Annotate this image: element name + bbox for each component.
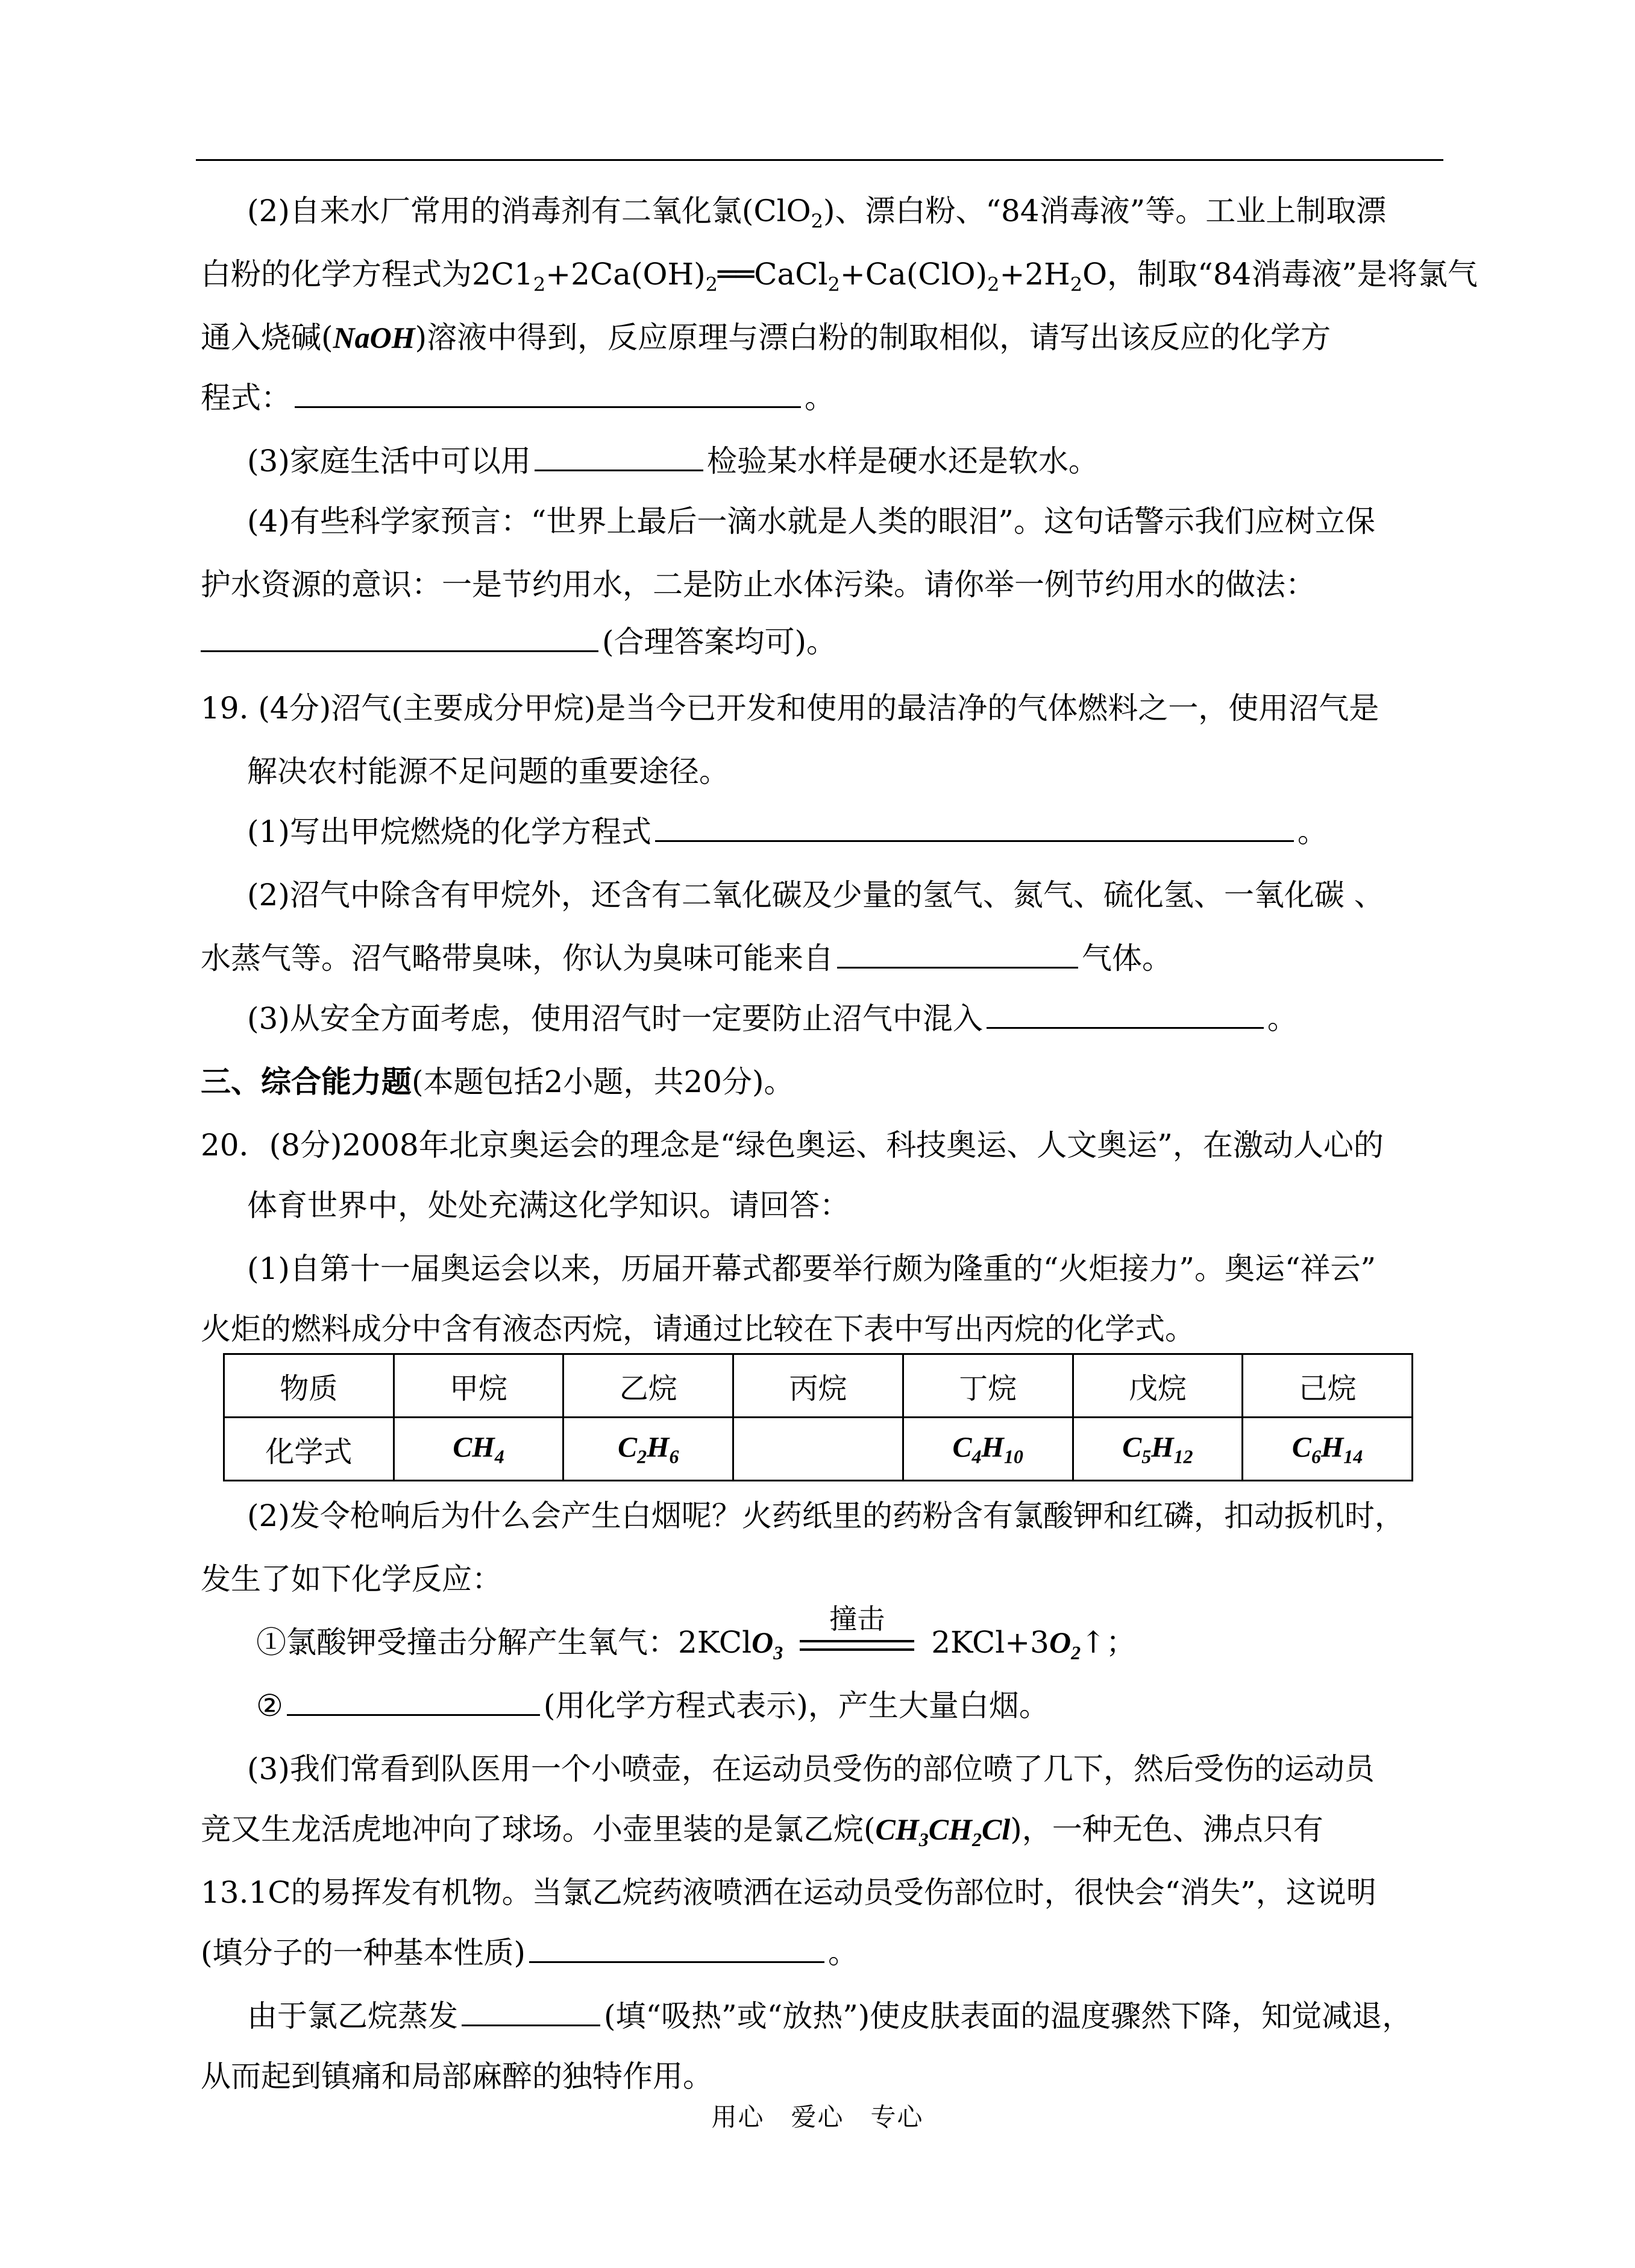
- text-line: (2)自来水厂常用的消毒剂有二氧化氯(ClO$_2$)、漂白粉、“84消毒液”等。工业上制取漂: [247, 193, 1387, 233]
- text-line: 从而起到镇痛和局部麻醉的独特作用。: [201, 2059, 713, 2094]
- text-line: (填分子的一种基本性质) 。: [201, 1932, 858, 1974]
- formula-cell: $C_2H_6$: [563, 1418, 733, 1481]
- table-cell: 乙烷: [563, 1354, 733, 1418]
- formula-cell: $C_4H_{10}$: [903, 1418, 1073, 1481]
- text-line: (1)自第十一届奥运会以来，历届开幕式都要举行颇为隆重的“火炬接力”。奥运“祥云”: [247, 1251, 1376, 1286]
- answer-blank[interactable]: [462, 1997, 600, 2026]
- answer-blank[interactable]: [201, 623, 598, 652]
- text-line: 通入烧碱(NaOH)溶液中得到，反应原理与漂白粉的制取相似，请写出该反应的化学方: [201, 320, 1331, 355]
- text-line: 火炬的燃料成分中含有液态丙烷，请通过比较在下表中写出丙烷的化学式。: [201, 1311, 1195, 1346]
- text-line: 由于氯乙烷蒸发 (填“吸热”或“放热”)使皮肤表面的温度骤然下降，知觉减退，: [247, 1995, 1412, 2037]
- formula-cell: $C_5H_{12}$: [1073, 1418, 1243, 1481]
- answer-blank[interactable]: [535, 442, 703, 471]
- text-line: 水蒸气等。沼气略带臭味，你认为臭味可能来自 气体。: [201, 937, 1172, 979]
- table-cell: 甲烷: [394, 1354, 563, 1418]
- formula-cell-blank[interactable]: [733, 1418, 903, 1481]
- formula-cell: $CH_4$: [394, 1418, 563, 1481]
- text-line: 竞又生龙活虎地冲向了球场。小壶里装的是氯乙烷$(CH_3CH_2Cl)$，一种无色、沸点只有: [201, 1812, 1323, 1850]
- table-header-row: [224, 1354, 1413, 1418]
- reaction-2: ② (用化学方程式表示)，产生大量白烟。: [256, 1685, 1049, 1727]
- page-footer: 用心 爱心 专心: [711, 2102, 924, 2132]
- answer-blank[interactable]: [529, 1933, 824, 1963]
- alkane-table: [223, 1353, 1413, 1481]
- question-20: 20．(8分)2008年北京奥运会的理念是“绿色奥运、科技奥运、人文奥运”，在激动人心的: [201, 1128, 1384, 1163]
- table-row: [224, 1418, 1413, 1481]
- reaction-arrow: 撞击: [794, 1627, 920, 1663]
- table-cell: 戊烷: [1073, 1354, 1243, 1418]
- text-line: 解决农村能源不足问题的重要途径。: [247, 754, 729, 789]
- text-line: 13.1C的易挥发有机物。当氯乙烷药液喷洒在运动员受伤部位时，很快会“消失”，这说明: [201, 1875, 1376, 1910]
- text-line: (3)家庭生活中可以用 检验某水样是硬水还是软水。: [247, 440, 1099, 482]
- text-line: 程式： 。: [201, 377, 835, 419]
- answer-blank[interactable]: [655, 812, 1294, 842]
- text-line: (合理答案均可)。: [201, 621, 836, 663]
- table-cell: 丁烷: [903, 1354, 1073, 1418]
- text-line: 发生了如下化学反应：: [201, 1562, 502, 1597]
- text-line: 体育世界中，处处充满这化学知识。请回答：: [247, 1188, 850, 1223]
- answer-blank[interactable]: [837, 939, 1078, 969]
- text-line: (3)从安全方面考虑，使用沼气时一定要防止沼气中混入 。: [247, 997, 1298, 1040]
- formula-cell: $C_6H_{14}$: [1243, 1418, 1413, 1481]
- reaction-1: ①氯酸钾受撞击分解产生氧气：2KClO$_3$ 撞击 $2KCl+3O_2↑$；: [256, 1603, 1136, 1663]
- answer-blank[interactable]: [295, 379, 801, 408]
- text-line: (3)我们常看到队医用一个小喷壶，在运动员受伤的部位喷了几下，然后受伤的运动员: [247, 1751, 1375, 1786]
- text-line: (2)发令枪响后为什么会产生白烟呢？火药纸里的药粉含有氯酸钾和红磷，扣动扳机时，: [247, 1498, 1405, 1533]
- table-cell: 物质: [224, 1354, 394, 1418]
- section-heading: 三、综合能力题(本题包括2小题，共20分)。: [201, 1064, 794, 1099]
- text-line: 白粉的化学方程式为$2C1_2+2Ca(OH)_2══CaCl_2+Ca(ClO)_2+2H_2O$，制取“84消毒液”是将氯气: [201, 257, 1478, 296]
- answer-blank[interactable]: [287, 1686, 540, 1716]
- answer-blank[interactable]: [987, 999, 1264, 1029]
- text-line: (1)写出甲烷燃烧的化学方程式 。: [247, 811, 1328, 853]
- table-cell: 化学式: [224, 1418, 394, 1481]
- table-cell: 己烷: [1243, 1354, 1413, 1418]
- text-line: (4)有些科学家预言：“世界上最后一滴水就是人类的眼泪”。这句话警示我们应树立保: [247, 504, 1375, 539]
- header-rule: [196, 159, 1443, 161]
- text-line: (2)沼气中除含有甲烷外，还含有二氧化碳及少量的氢气、氮气、硫化氢、一氧化碳 、: [247, 878, 1384, 913]
- text-line: 护水资源的意识：一是节约用水，二是防止水体污染。请你举一例节约用水的做法：: [201, 567, 1316, 602]
- question-19: 19. (4分)沼气(主要成分甲烷)是当今已开发和使用的最洁净的气体燃料之一，使用沼气是: [201, 691, 1379, 726]
- table-cell: 丙烷: [733, 1354, 903, 1418]
